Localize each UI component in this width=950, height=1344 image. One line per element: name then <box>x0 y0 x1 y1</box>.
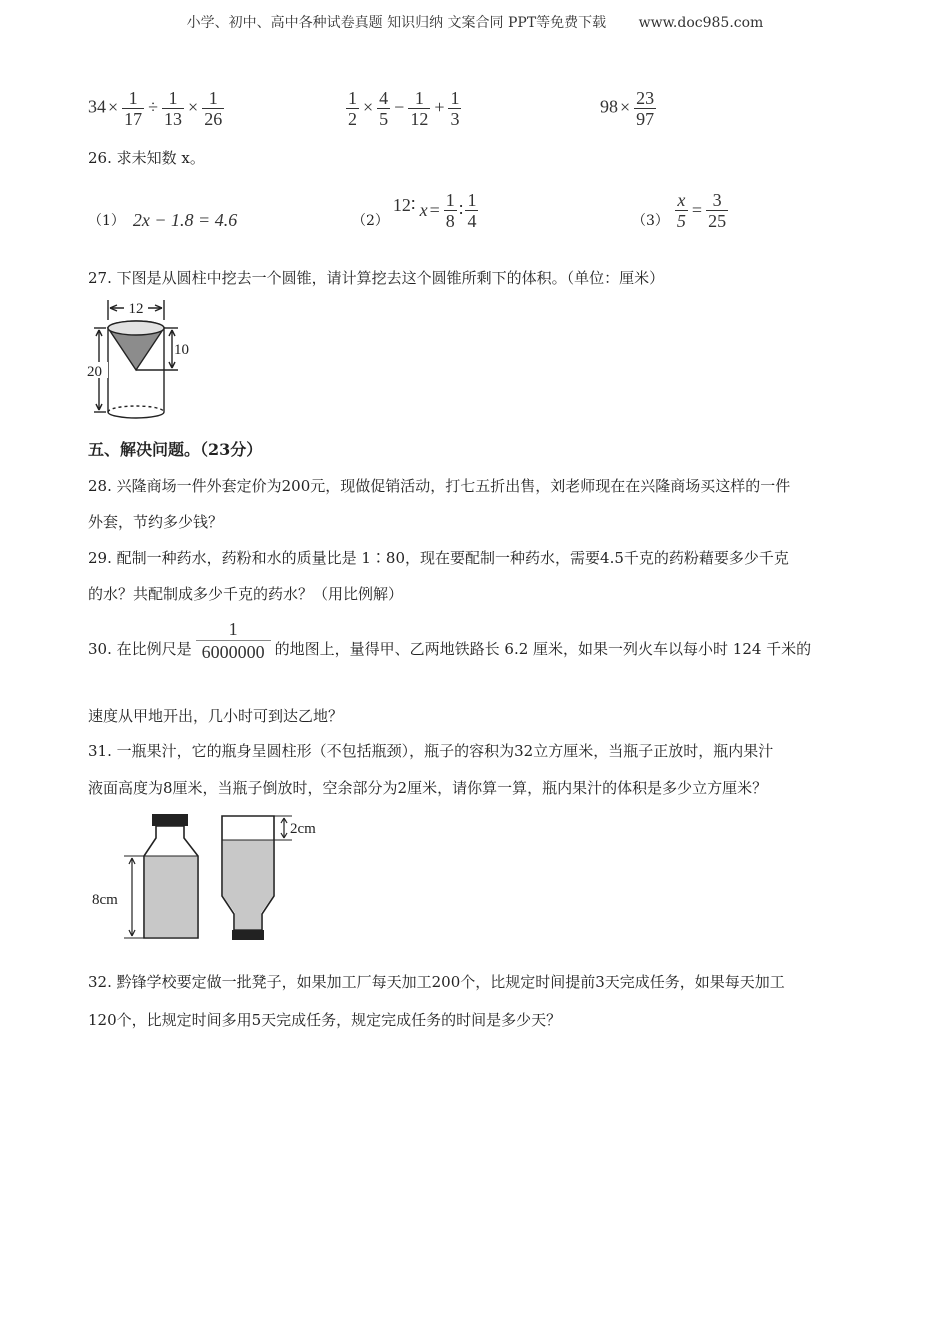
q26-part-2: （2） 12∶ x = $\frac{1}{8}$ ∶ $\frac{1}{4}$ <box>352 189 477 231</box>
q27-dim-left: 20 <box>87 364 102 380</box>
header-text: 小学、初中、高中各种试卷真题 知识归纳 文案合同 PPT等免费下载 <box>186 15 607 31</box>
expr-1: 34 × $\frac{1}{17}$ ÷ $\frac{1}{13}$ × $\frac{1}{26}$ <box>88 88 223 129</box>
q26-part-3: （3） $\frac{x}{5}$ = $\frac{3}{25}$ <box>632 189 727 231</box>
page-header <box>0 12 950 32</box>
q27-dim-right: 10 <box>174 342 189 358</box>
q27-dim-top: 12 <box>128 301 144 317</box>
q26-part-1: （1） 2x − 1.8 = 4.6 <box>88 209 238 230</box>
q32-line-1: 32. 黔锋学校要定做一批凳子，如果加工厂每天加工200个，比规定时间提前3天完成任务，如果每天加工 <box>88 973 785 991</box>
expr-3: 98 × $\frac{23}{97}$ <box>600 88 655 129</box>
q28-line-2: 外套，节约多少钱？ <box>88 513 224 531</box>
q30-scale: $\frac{1}{6000000}$ <box>196 618 271 663</box>
header-site: www.doc985.com <box>638 15 764 31</box>
bottle-upright <box>88 814 198 938</box>
q29-line-2: 的水？共配制成多少千克的药水？（用比例解） <box>88 585 404 603</box>
q31-label-right: 2cm <box>290 821 316 837</box>
q27-text: 27. 下图是从圆柱中挖去一个圆锥，请计算挖去这个圆锥所剩下的体积。（单位：厘米） <box>88 269 665 287</box>
q31-line-1: 31. 一瓶果汁，它的瓶身呈圆柱形（不包括瓶颈），瓶子的容积为32立方厘米，当瓶子正放时，瓶内果汁 <box>88 742 774 760</box>
expr-2: $\frac{1}{2}$ × $\frac{4}{5}$ − $\frac{1}{12}$ + $\frac{1}{3}$ <box>348 88 460 129</box>
q29-line-1: 29. 配制一种药水，药粉和水的质量比是 1∶80，现在要配制一种药水，需要4.5千克的药粉藉要多少千克 <box>88 549 789 567</box>
q30-line-1: 30. 在比例尺是 $\frac{1}{6000000}$ 的地图上，量得甲、乙两地铁路长 6.2 厘米，如果一列火车以每小时 124 千米的 <box>88 619 812 662</box>
q30-line-2: 速度从甲地开出，几小时可到达乙地？ <box>88 707 344 725</box>
q31-figure <box>88 812 348 947</box>
bottle-inverted <box>222 816 316 940</box>
q31-label-left: 8cm <box>92 892 118 908</box>
q27-figure <box>84 296 204 426</box>
q31-line-2: 液面高度为8厘米，当瓶子倒放时，空余部分为2厘米，请你算一算，瓶内果汁的体积是多少立方厘米？ <box>88 779 768 797</box>
section-title: 五、解决问题。（23分） <box>88 440 263 459</box>
q26-title: 26. 求未知数 x。 <box>88 149 205 167</box>
q28-line-1: 28. 兴隆商场一件外套定价为200元，现做促销活动，打七五折出售，刘老师现在在兴隆商场买这样的一件 <box>88 477 791 495</box>
q32-line-2: 120个，比规定时间多用5天完成任务，规定完成任务的时间是多少天？ <box>88 1011 562 1029</box>
